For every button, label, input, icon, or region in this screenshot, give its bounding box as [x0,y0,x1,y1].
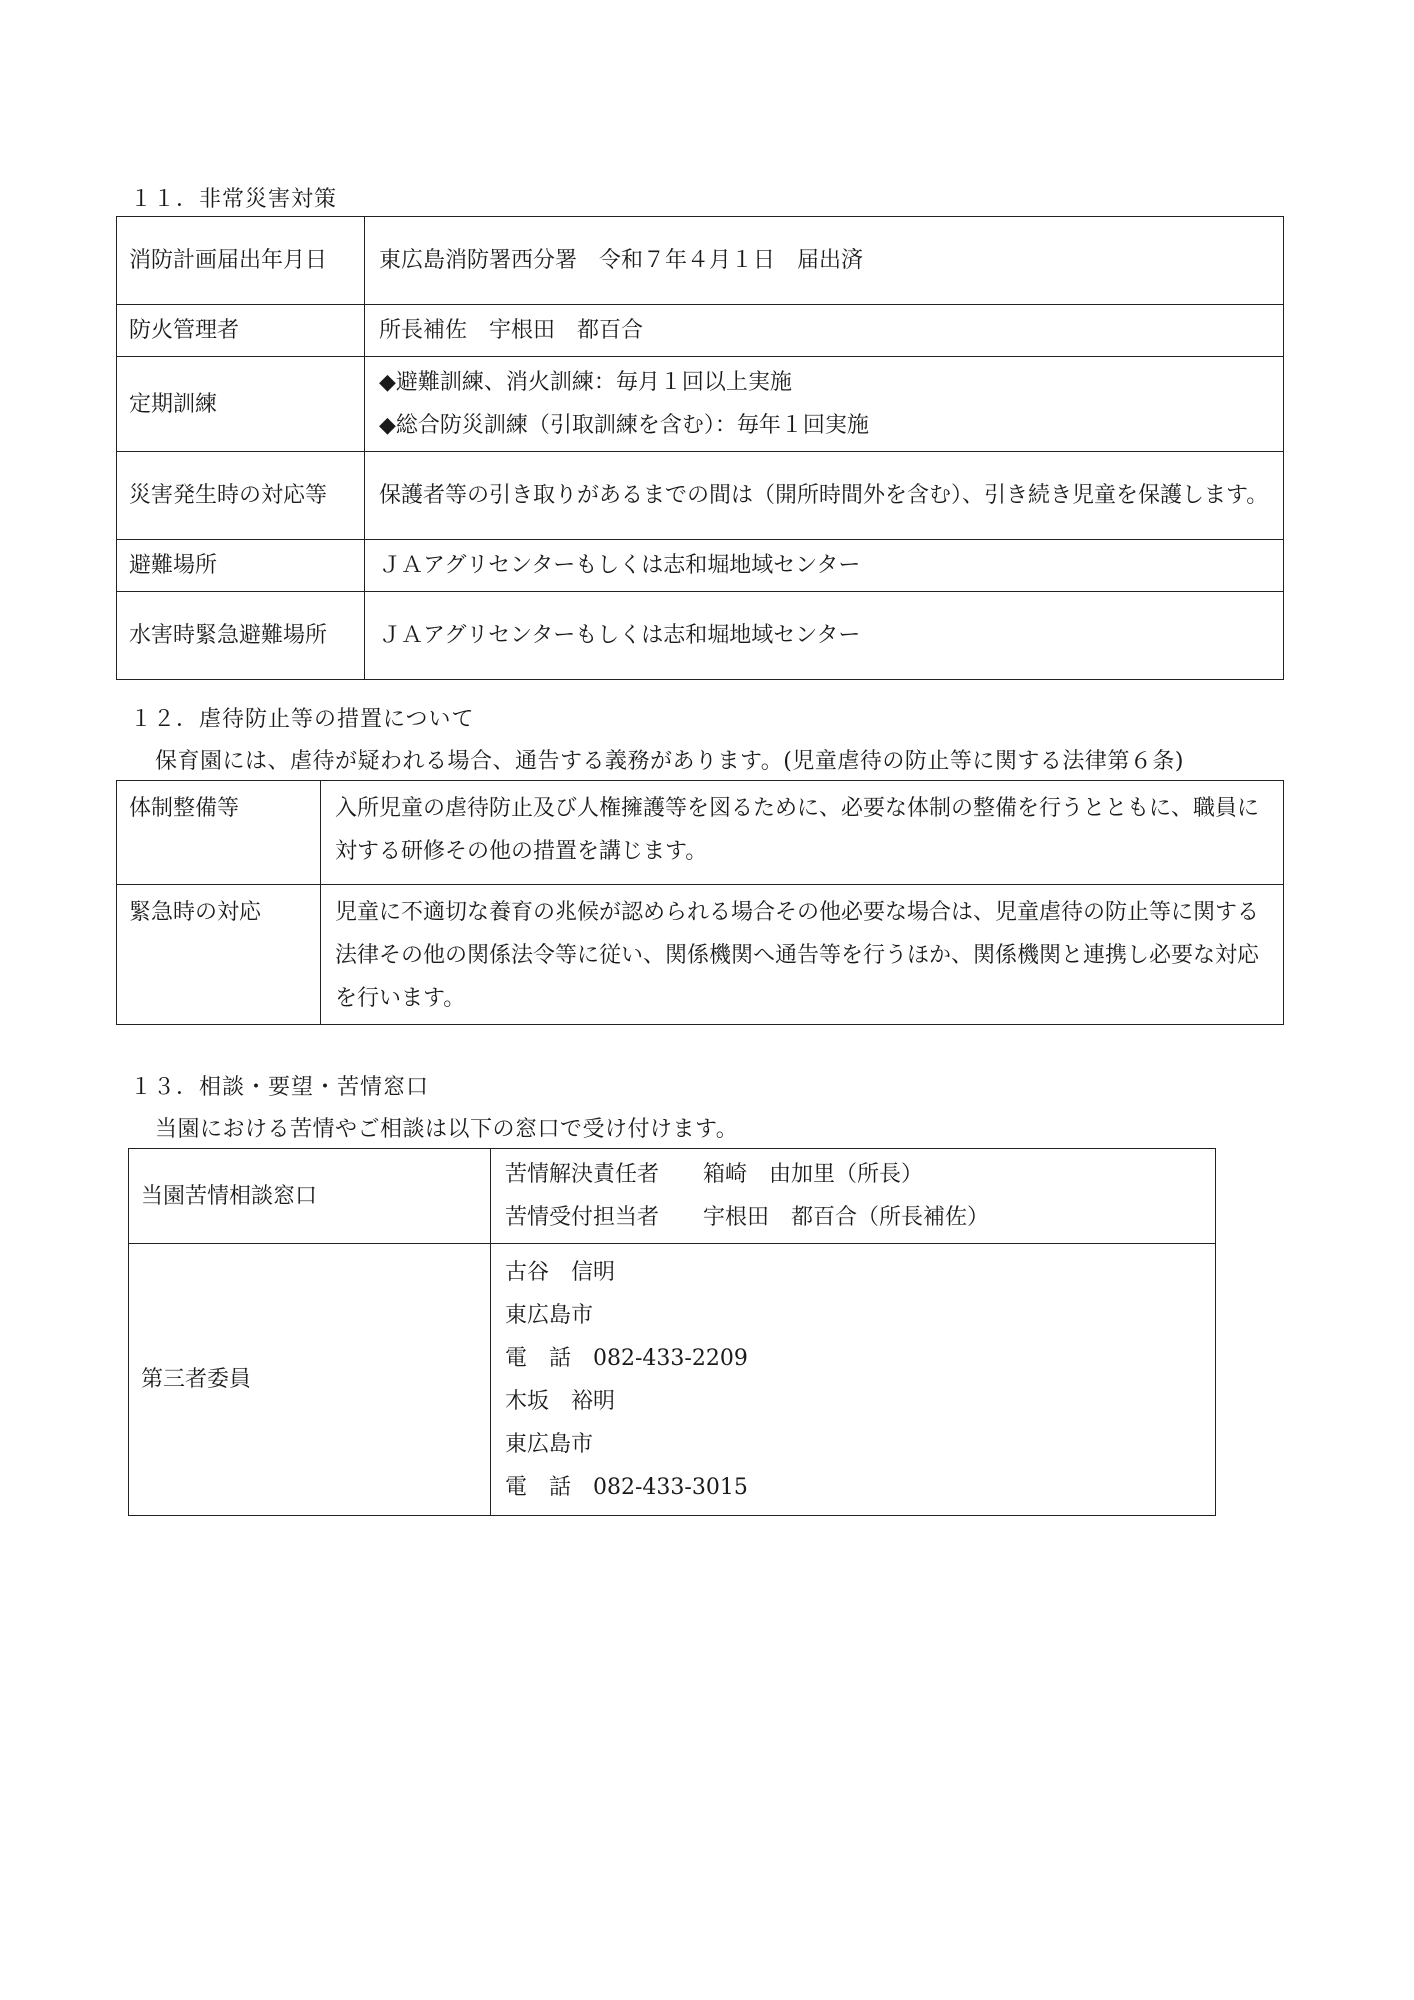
member-1-phone: 電 話 082-433-2209 [505,1345,748,1371]
system-label: 体制整備等 [117,781,321,885]
section-12-note: 保育園には、虐待が疑われる場合、通告する義務があります。(児童虐待の防止等に関する法律第６条) [155,749,1184,774]
disaster-measures-table [116,216,1284,680]
table-row [129,1149,1216,1244]
fire-manager-label: 防火管理者 [117,305,365,357]
table-row [117,452,1284,540]
disaster-response-label: 災害発生時の対応等 [117,452,365,540]
third-party-label: 第三者委員 [129,1244,491,1516]
section-11-heading: １１．非常災害対策 [130,187,338,212]
evacuation-site-label: 避難場所 [117,540,365,592]
fire-manager-value: 所長補佐 宇根田 都百合 [365,305,1284,357]
flood-evacuation-value: ＪＡアグリセンターもしくは志和堀地域センター [365,592,1284,680]
complaint-responsible: 苦情解決責任者 箱崎 由加里（所長） [505,1162,924,1187]
section-13-heading: １３．相談・要望・苦情窓口 [130,1075,430,1100]
drills-label: 定期訓練 [117,357,365,452]
complaint-receiver: 苦情受付担当者 宇根田 都百合（所長補佐） [505,1205,990,1230]
consultation-table [128,1148,1216,1516]
drill-line-2: ◆総合防災訓練（引取訓練を含む）：毎年１回実施 [379,413,869,438]
table-row [117,217,1284,305]
section-12-heading: １２．虐待防止等の措置について [130,707,475,732]
table-row [117,305,1284,357]
table-row [117,357,1284,452]
member-1-city: 東広島市 [505,1302,594,1328]
table-row [129,1244,1216,1516]
table-row [117,540,1284,592]
system-value: 入所児童の虐待防止及び人権擁護等を図るために、必要な体制の整備を行うとともに、職員に対する研修その他の措置を講じます。 [321,781,1284,885]
table-row [117,781,1284,885]
emergency-value: 児童に不適切な養育の兆候が認められる場合その他必要な場合は、児童虐待の防止等に関する法律その他の関係法令等に従い、関係機関へ通告等を行うほか、関係機関と連携し必要な対応を行います。 [321,885,1284,1025]
complaint-window-label: 当園苦情相談窓口 [129,1149,491,1244]
table-row [117,592,1284,680]
member-2-city: 東広島市 [505,1431,594,1457]
flood-evacuation-label: 水害時緊急避難場所 [117,592,365,680]
fire-plan-label: 消防計画届出年月日 [117,217,365,305]
drills-value [365,357,1284,452]
member-2-phone: 電 話 082-433-3015 [505,1474,748,1500]
drill-line-1: ◆避難訓練、消火訓練：毎月１回以上実施 [379,370,792,395]
section-13-note: 当園における苦情やご相談は以下の窓口で受け付けます。 [155,1117,739,1142]
disaster-response-value: 保護者等の引き取りがあるまでの間は（開所時間外を含む）、引き続き児童を保護します。 [365,452,1284,540]
complaint-window-value [491,1149,1216,1244]
abuse-prevention-table [116,780,1284,1025]
member-1-name: 古谷 信明 [505,1259,616,1285]
table-row [117,885,1284,1025]
fire-plan-value: 東広島消防署西分署 令和７年４月１日 届出済 [365,217,1284,305]
emergency-label: 緊急時の対応 [117,885,321,1025]
member-2-name: 木坂 裕明 [505,1388,616,1414]
third-party-value [491,1244,1216,1516]
evacuation-site-value: ＪＡアグリセンターもしくは志和堀地域センター [365,540,1284,592]
